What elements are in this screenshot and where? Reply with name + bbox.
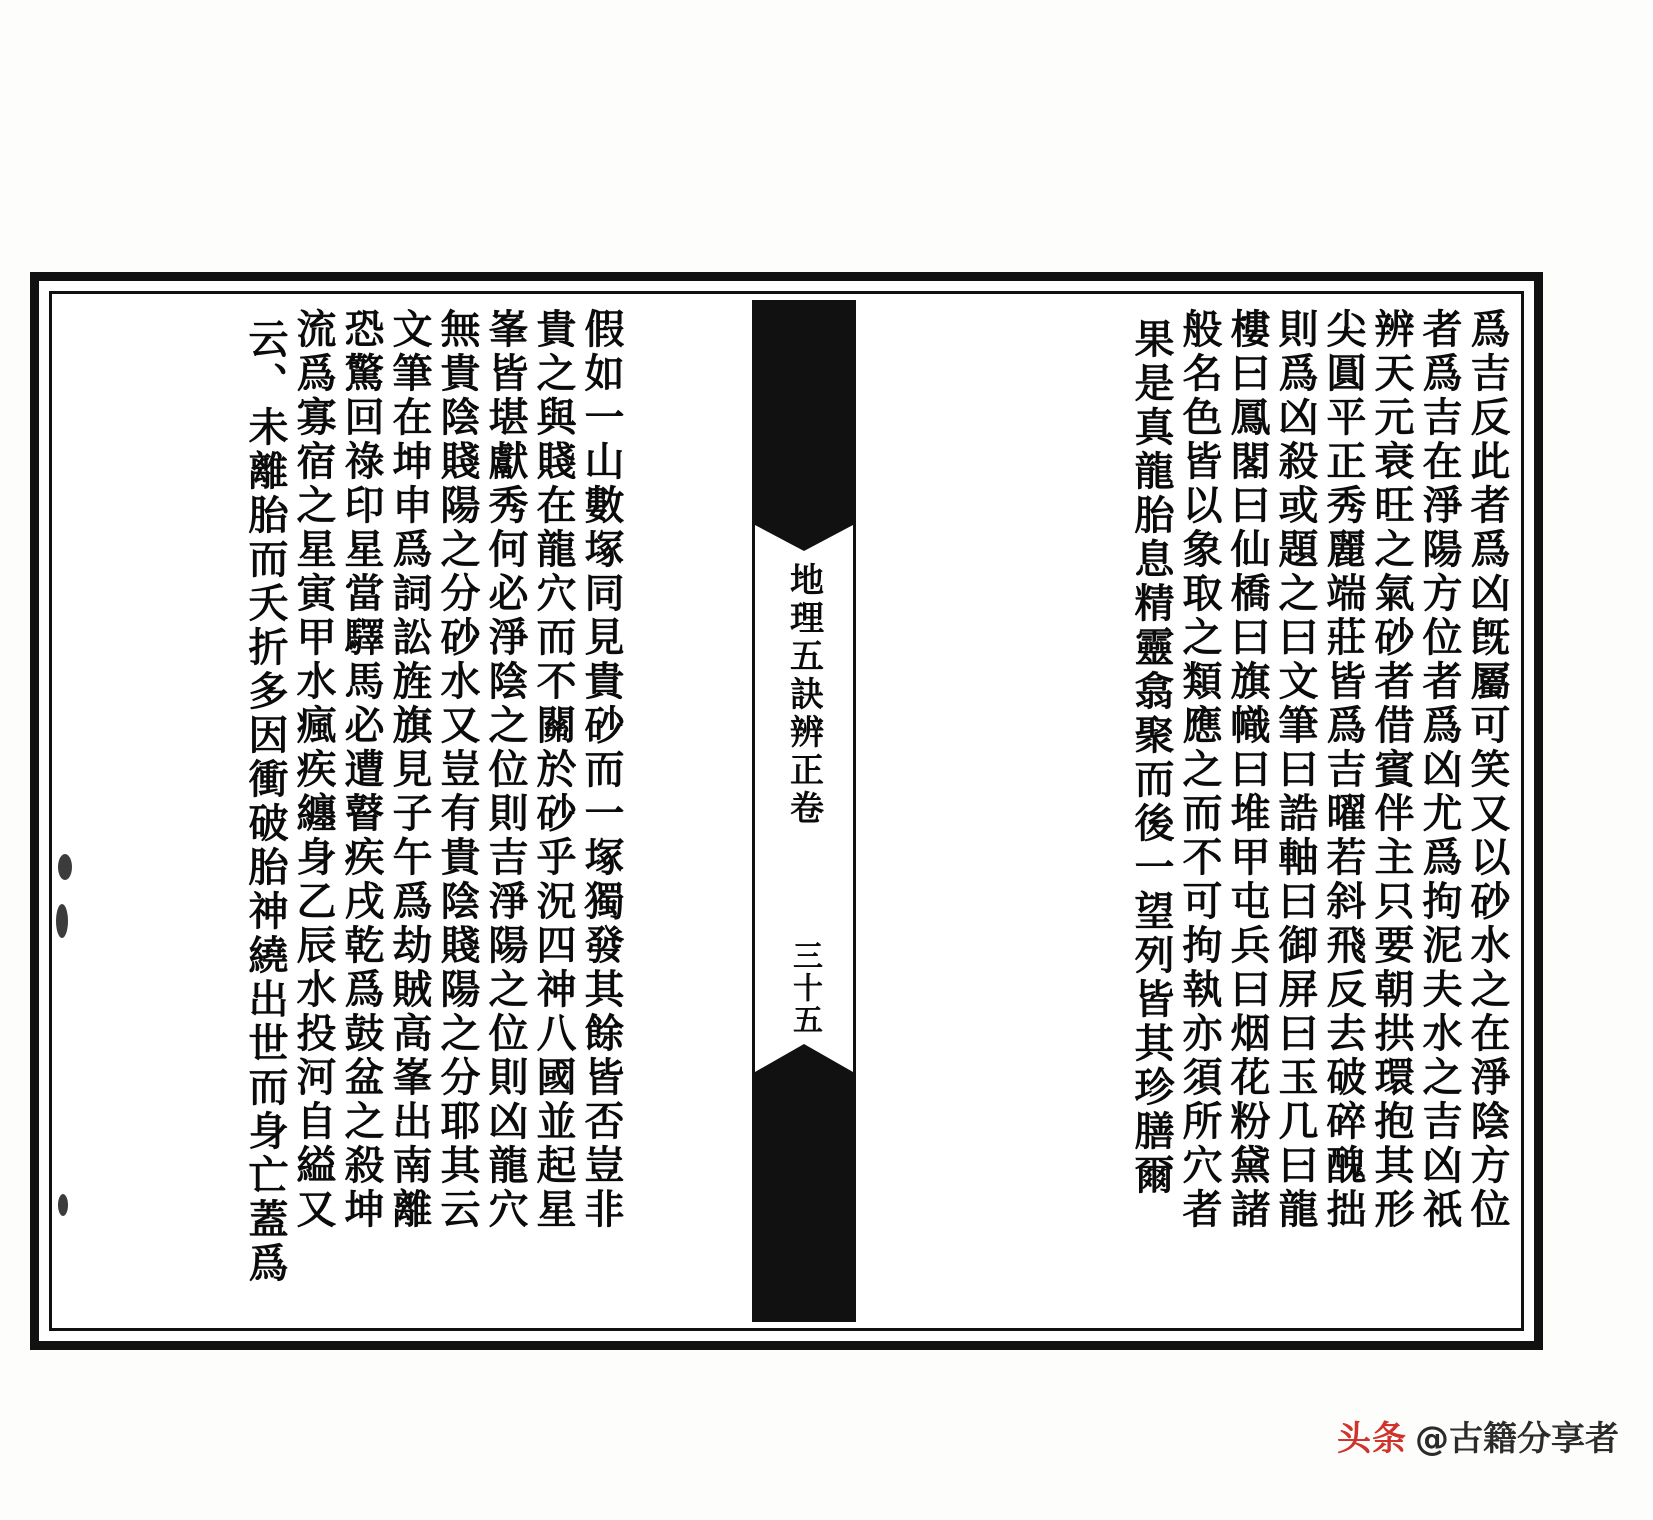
left-page-text-area (58, 300, 629, 1322)
ink-blotch (56, 904, 68, 938)
right-page-text-area (858, 300, 1515, 1322)
text-column: 則爲凶殺或題之曰文筆曰誥軸曰御屏曰玉几曰龍 (1272, 308, 1319, 1232)
fish-tail-ornament-bottom (755, 1072, 853, 1322)
text-column: 貴之與賤在龍穴而不關於砂乎況四神八國並起星 (530, 308, 577, 1232)
text-column: 樓曰鳳閣曰仙橋曰旗幟曰堆甲屯兵曰烟花粉黛諸 (1224, 308, 1271, 1232)
text-column: 辨天元衰旺之氣砂者借賓伴主只要朝拱環抱其形 (1368, 308, 1415, 1232)
ink-blotch (58, 854, 72, 880)
toutiao-logo: 头条 (1337, 1419, 1407, 1459)
text-column: 文筆在坤申爲詞訟旌旗見子午爲劫賊高峯出南離 (386, 308, 433, 1232)
book-title-label: 地理五訣辨正卷 (783, 562, 824, 828)
fish-tail-ornament-top (755, 300, 853, 525)
text-column: 爲吉反此者爲凶旣屬可笑又以砂水之在淨陰方位 (1464, 308, 1511, 1232)
text-column: 無貴陰賤陽之分砂水又豈有貴陰賤陽之分耶其云 (434, 308, 481, 1232)
text-column: 流爲寡宿之星寅甲水瘋疾纏身乙辰水投河自縊又 (290, 308, 337, 1232)
text-column: 云、未離胎而夭折多因衝破胎神繞出世而身亡蓋爲 (242, 318, 289, 1286)
watermark-handle: @古籍分享者 (1415, 1419, 1619, 1459)
watermark (1337, 1411, 1619, 1460)
center-fold-strip (752, 300, 856, 1322)
text-column: 假如一山數塚同見貴砂而一塚獨發其餘皆否豈非 (578, 308, 625, 1232)
text-column: 恐驚回祿印星當驛馬必遭瞽疾戌乾爲鼓盆之殺坤 (338, 308, 385, 1232)
text-column: 者爲吉在淨陽方位者爲凶尤爲拘泥夫水之吉凶祇 (1416, 308, 1463, 1232)
woodblock-frame (30, 272, 1543, 1350)
page-number-label: 三十五 (787, 940, 822, 1036)
ink-blotch (58, 1194, 68, 1216)
text-column: 尖圓平正秀麗端莊皆爲吉曜若斜飛反去破碎醜拙 (1320, 308, 1367, 1232)
woodblock-inner-frame (49, 291, 1524, 1331)
text-column: 般名色皆以象取之類應之而不可拘執亦須所穴者 (1176, 308, 1223, 1232)
text-column: 果是真龍胎息精靈翕聚而後一望列皆其珍膳爾 (1128, 318, 1175, 1198)
text-column: 峯皆堪獻秀何必淨陰之位則吉淨陽之位則凶龍穴 (482, 308, 529, 1232)
